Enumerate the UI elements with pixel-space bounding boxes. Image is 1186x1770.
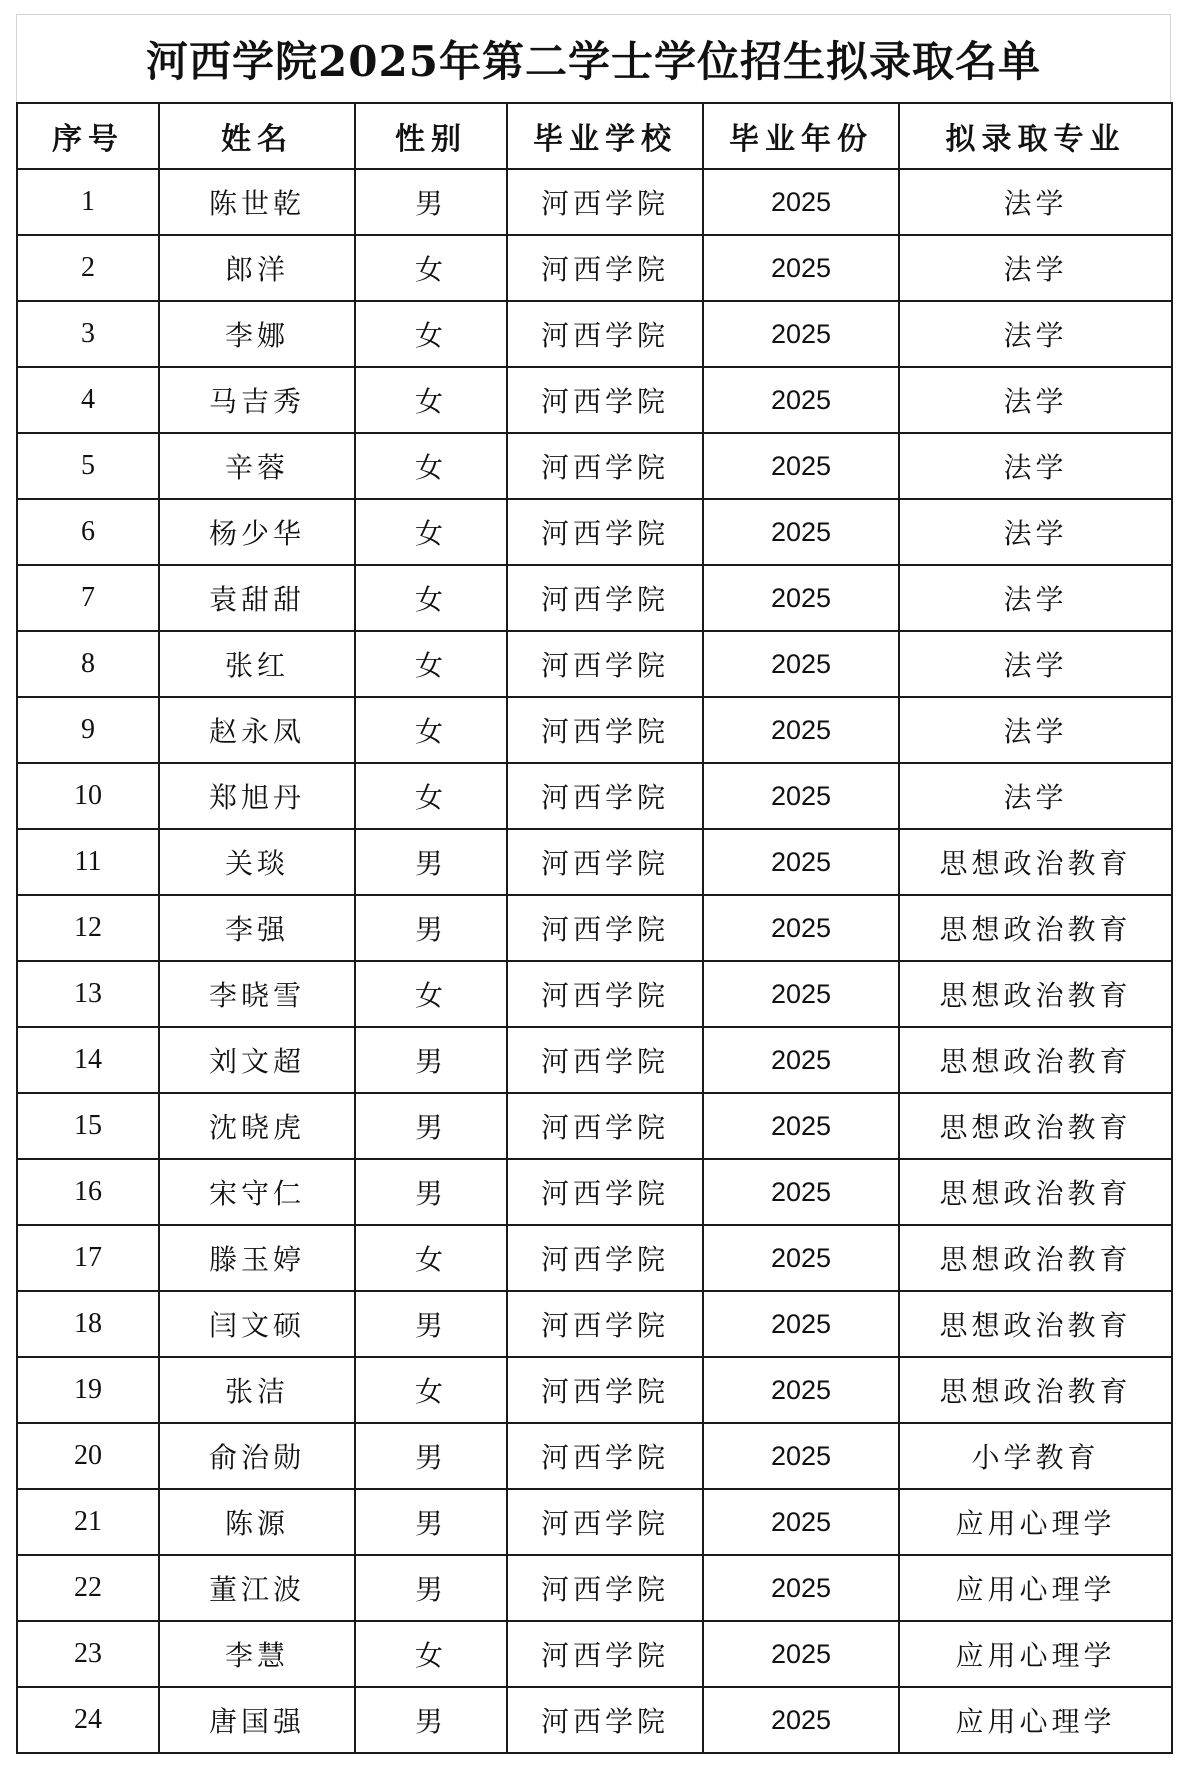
cell-serial: 20 bbox=[17, 1423, 159, 1489]
cell-grad-year: 2025 bbox=[703, 1489, 899, 1555]
cell-school: 河西学院 bbox=[507, 1423, 703, 1489]
cell-name: 李娜 bbox=[159, 301, 355, 367]
table-row bbox=[17, 169, 1172, 235]
cell-major: 思想政治教育 bbox=[899, 961, 1172, 1027]
cell-grad-year: 2025 bbox=[703, 1159, 899, 1225]
cell-school: 河西学院 bbox=[507, 433, 703, 499]
cell-school: 河西学院 bbox=[507, 1489, 703, 1555]
cell-name: 李强 bbox=[159, 895, 355, 961]
cell-school: 河西学院 bbox=[507, 763, 703, 829]
cell-school: 河西学院 bbox=[507, 1093, 703, 1159]
cell-serial: 9 bbox=[17, 697, 159, 763]
cell-serial: 8 bbox=[17, 631, 159, 697]
header-major: 拟录取专业 bbox=[899, 103, 1172, 169]
cell-major: 思想政治教育 bbox=[899, 1093, 1172, 1159]
cell-name: 李慧 bbox=[159, 1621, 355, 1687]
cell-grad-year: 2025 bbox=[703, 169, 899, 235]
cell-grad-year: 2025 bbox=[703, 1225, 899, 1291]
cell-major: 思想政治教育 bbox=[899, 895, 1172, 961]
header-name: 姓名 bbox=[159, 103, 355, 169]
table-row bbox=[17, 1357, 1172, 1423]
cell-school: 河西学院 bbox=[507, 631, 703, 697]
cell-serial: 13 bbox=[17, 961, 159, 1027]
cell-major: 应用心理学 bbox=[899, 1555, 1172, 1621]
cell-serial: 15 bbox=[17, 1093, 159, 1159]
cell-grad-year: 2025 bbox=[703, 433, 899, 499]
table-row bbox=[17, 1555, 1172, 1621]
cell-grad-year: 2025 bbox=[703, 1357, 899, 1423]
cell-gender: 男 bbox=[355, 1555, 507, 1621]
cell-school: 河西学院 bbox=[507, 697, 703, 763]
cell-major: 法学 bbox=[899, 367, 1172, 433]
cell-school: 河西学院 bbox=[507, 1225, 703, 1291]
cell-grad-year: 2025 bbox=[703, 1555, 899, 1621]
table-row bbox=[17, 301, 1172, 367]
table-row bbox=[17, 829, 1172, 895]
table-row bbox=[17, 433, 1172, 499]
cell-major: 法学 bbox=[899, 169, 1172, 235]
cell-major: 思想政治教育 bbox=[899, 1159, 1172, 1225]
cell-grad-year: 2025 bbox=[703, 367, 899, 433]
cell-name: 郑旭丹 bbox=[159, 763, 355, 829]
cell-serial: 18 bbox=[17, 1291, 159, 1357]
cell-school: 河西学院 bbox=[507, 1159, 703, 1225]
cell-grad-year: 2025 bbox=[703, 1093, 899, 1159]
cell-name: 董江波 bbox=[159, 1555, 355, 1621]
cell-serial: 17 bbox=[17, 1225, 159, 1291]
table-row bbox=[17, 961, 1172, 1027]
cell-grad-year: 2025 bbox=[703, 631, 899, 697]
cell-grad-year: 2025 bbox=[703, 235, 899, 301]
cell-serial: 14 bbox=[17, 1027, 159, 1093]
cell-school: 河西学院 bbox=[507, 961, 703, 1027]
cell-school: 河西学院 bbox=[507, 1291, 703, 1357]
cell-name: 陈源 bbox=[159, 1489, 355, 1555]
cell-serial: 12 bbox=[17, 895, 159, 961]
cell-grad-year: 2025 bbox=[703, 961, 899, 1027]
cell-gender: 男 bbox=[355, 1291, 507, 1357]
cell-major: 法学 bbox=[899, 499, 1172, 565]
cell-school: 河西学院 bbox=[507, 829, 703, 895]
cell-major: 应用心理学 bbox=[899, 1489, 1172, 1555]
table-row bbox=[17, 631, 1172, 697]
cell-major: 法学 bbox=[899, 697, 1172, 763]
table-row bbox=[17, 1093, 1172, 1159]
cell-school: 河西学院 bbox=[507, 169, 703, 235]
cell-serial: 10 bbox=[17, 763, 159, 829]
cell-serial: 5 bbox=[17, 433, 159, 499]
cell-name: 闫文硕 bbox=[159, 1291, 355, 1357]
table-row bbox=[17, 1291, 1172, 1357]
cell-gender: 男 bbox=[355, 1489, 507, 1555]
cell-grad-year: 2025 bbox=[703, 1621, 899, 1687]
cell-major: 思想政治教育 bbox=[899, 829, 1172, 895]
cell-serial: 6 bbox=[17, 499, 159, 565]
header-grad-year: 毕业年份 bbox=[703, 103, 899, 169]
cell-major: 小学教育 bbox=[899, 1423, 1172, 1489]
header-gender: 性别 bbox=[355, 103, 507, 169]
cell-grad-year: 2025 bbox=[703, 1423, 899, 1489]
table-row bbox=[17, 499, 1172, 565]
cell-serial: 11 bbox=[17, 829, 159, 895]
header-serial: 序号 bbox=[17, 103, 159, 169]
cell-name: 马吉秀 bbox=[159, 367, 355, 433]
table-row bbox=[17, 895, 1172, 961]
admission-table bbox=[16, 102, 1173, 1754]
cell-school: 河西学院 bbox=[507, 1555, 703, 1621]
cell-name: 唐国强 bbox=[159, 1687, 355, 1753]
cell-school: 河西学院 bbox=[507, 367, 703, 433]
table-row bbox=[17, 235, 1172, 301]
cell-grad-year: 2025 bbox=[703, 1687, 899, 1753]
cell-gender: 女 bbox=[355, 499, 507, 565]
cell-gender: 女 bbox=[355, 1621, 507, 1687]
cell-major: 法学 bbox=[899, 631, 1172, 697]
cell-serial: 16 bbox=[17, 1159, 159, 1225]
cell-gender: 女 bbox=[355, 1357, 507, 1423]
cell-grad-year: 2025 bbox=[703, 697, 899, 763]
cell-gender: 女 bbox=[355, 235, 507, 301]
cell-gender: 女 bbox=[355, 301, 507, 367]
cell-gender: 男 bbox=[355, 895, 507, 961]
cell-name: 滕玉婷 bbox=[159, 1225, 355, 1291]
cell-school: 河西学院 bbox=[507, 1027, 703, 1093]
cell-name: 沈晓虎 bbox=[159, 1093, 355, 1159]
cell-gender: 女 bbox=[355, 697, 507, 763]
cell-major: 思想政治教育 bbox=[899, 1357, 1172, 1423]
header-school: 毕业学校 bbox=[507, 103, 703, 169]
cell-school: 河西学院 bbox=[507, 499, 703, 565]
table-row bbox=[17, 1225, 1172, 1291]
cell-school: 河西学院 bbox=[507, 1357, 703, 1423]
cell-grad-year: 2025 bbox=[703, 895, 899, 961]
cell-name: 陈世乾 bbox=[159, 169, 355, 235]
cell-name: 辛蓉 bbox=[159, 433, 355, 499]
cell-major: 思想政治教育 bbox=[899, 1027, 1172, 1093]
cell-grad-year: 2025 bbox=[703, 499, 899, 565]
cell-name: 郎洋 bbox=[159, 235, 355, 301]
cell-serial: 1 bbox=[17, 169, 159, 235]
cell-gender: 女 bbox=[355, 631, 507, 697]
header-row bbox=[17, 103, 1172, 169]
cell-serial: 19 bbox=[17, 1357, 159, 1423]
cell-gender: 男 bbox=[355, 829, 507, 895]
table-row bbox=[17, 1621, 1172, 1687]
cell-serial: 7 bbox=[17, 565, 159, 631]
cell-gender: 男 bbox=[355, 1027, 507, 1093]
cell-major: 法学 bbox=[899, 301, 1172, 367]
table-row bbox=[17, 367, 1172, 433]
cell-name: 赵永凤 bbox=[159, 697, 355, 763]
cell-major: 法学 bbox=[899, 235, 1172, 301]
title-box bbox=[16, 14, 1171, 102]
cell-major: 应用心理学 bbox=[899, 1687, 1172, 1753]
cell-name: 张红 bbox=[159, 631, 355, 697]
cell-major: 思想政治教育 bbox=[899, 1291, 1172, 1357]
cell-name: 宋守仁 bbox=[159, 1159, 355, 1225]
table-body bbox=[17, 169, 1172, 1753]
cell-name: 刘文超 bbox=[159, 1027, 355, 1093]
cell-gender: 女 bbox=[355, 763, 507, 829]
cell-serial: 24 bbox=[17, 1687, 159, 1753]
table-row bbox=[17, 1489, 1172, 1555]
cell-school: 河西学院 bbox=[507, 235, 703, 301]
table-row bbox=[17, 1027, 1172, 1093]
table-row bbox=[17, 1687, 1172, 1753]
table-header bbox=[17, 103, 1172, 169]
cell-name: 张洁 bbox=[159, 1357, 355, 1423]
cell-serial: 4 bbox=[17, 367, 159, 433]
cell-grad-year: 2025 bbox=[703, 1291, 899, 1357]
cell-school: 河西学院 bbox=[507, 1621, 703, 1687]
cell-serial: 23 bbox=[17, 1621, 159, 1687]
cell-grad-year: 2025 bbox=[703, 763, 899, 829]
cell-gender: 男 bbox=[355, 1687, 507, 1753]
cell-grad-year: 2025 bbox=[703, 1027, 899, 1093]
cell-major: 应用心理学 bbox=[899, 1621, 1172, 1687]
cell-gender: 女 bbox=[355, 433, 507, 499]
cell-serial: 22 bbox=[17, 1555, 159, 1621]
cell-major: 法学 bbox=[899, 433, 1172, 499]
cell-serial: 21 bbox=[17, 1489, 159, 1555]
cell-gender: 女 bbox=[355, 565, 507, 631]
cell-major: 法学 bbox=[899, 565, 1172, 631]
cell-gender: 男 bbox=[355, 1159, 507, 1225]
cell-gender: 女 bbox=[355, 367, 507, 433]
table-row bbox=[17, 565, 1172, 631]
cell-serial: 2 bbox=[17, 235, 159, 301]
cell-gender: 女 bbox=[355, 1225, 507, 1291]
cell-school: 河西学院 bbox=[507, 1687, 703, 1753]
cell-name: 杨少华 bbox=[159, 499, 355, 565]
table-row bbox=[17, 763, 1172, 829]
cell-grad-year: 2025 bbox=[703, 829, 899, 895]
table-row bbox=[17, 697, 1172, 763]
cell-school: 河西学院 bbox=[507, 565, 703, 631]
cell-grad-year: 2025 bbox=[703, 565, 899, 631]
cell-major: 思想政治教育 bbox=[899, 1225, 1172, 1291]
cell-gender: 女 bbox=[355, 961, 507, 1027]
cell-school: 河西学院 bbox=[507, 301, 703, 367]
cell-school: 河西学院 bbox=[507, 895, 703, 961]
cell-name: 关琰 bbox=[159, 829, 355, 895]
cell-name: 袁甜甜 bbox=[159, 565, 355, 631]
cell-grad-year: 2025 bbox=[703, 301, 899, 367]
cell-serial: 3 bbox=[17, 301, 159, 367]
cell-gender: 男 bbox=[355, 1093, 507, 1159]
cell-gender: 男 bbox=[355, 1423, 507, 1489]
document-title: 河西学院2025年第二学士学位招生拟录取名单 bbox=[146, 36, 1041, 86]
admission-list-document bbox=[16, 14, 1171, 1754]
cell-name: 李晓雪 bbox=[159, 961, 355, 1027]
table-row bbox=[17, 1423, 1172, 1489]
cell-name: 俞治勋 bbox=[159, 1423, 355, 1489]
table-row bbox=[17, 1159, 1172, 1225]
cell-gender: 男 bbox=[355, 169, 507, 235]
cell-major: 法学 bbox=[899, 763, 1172, 829]
